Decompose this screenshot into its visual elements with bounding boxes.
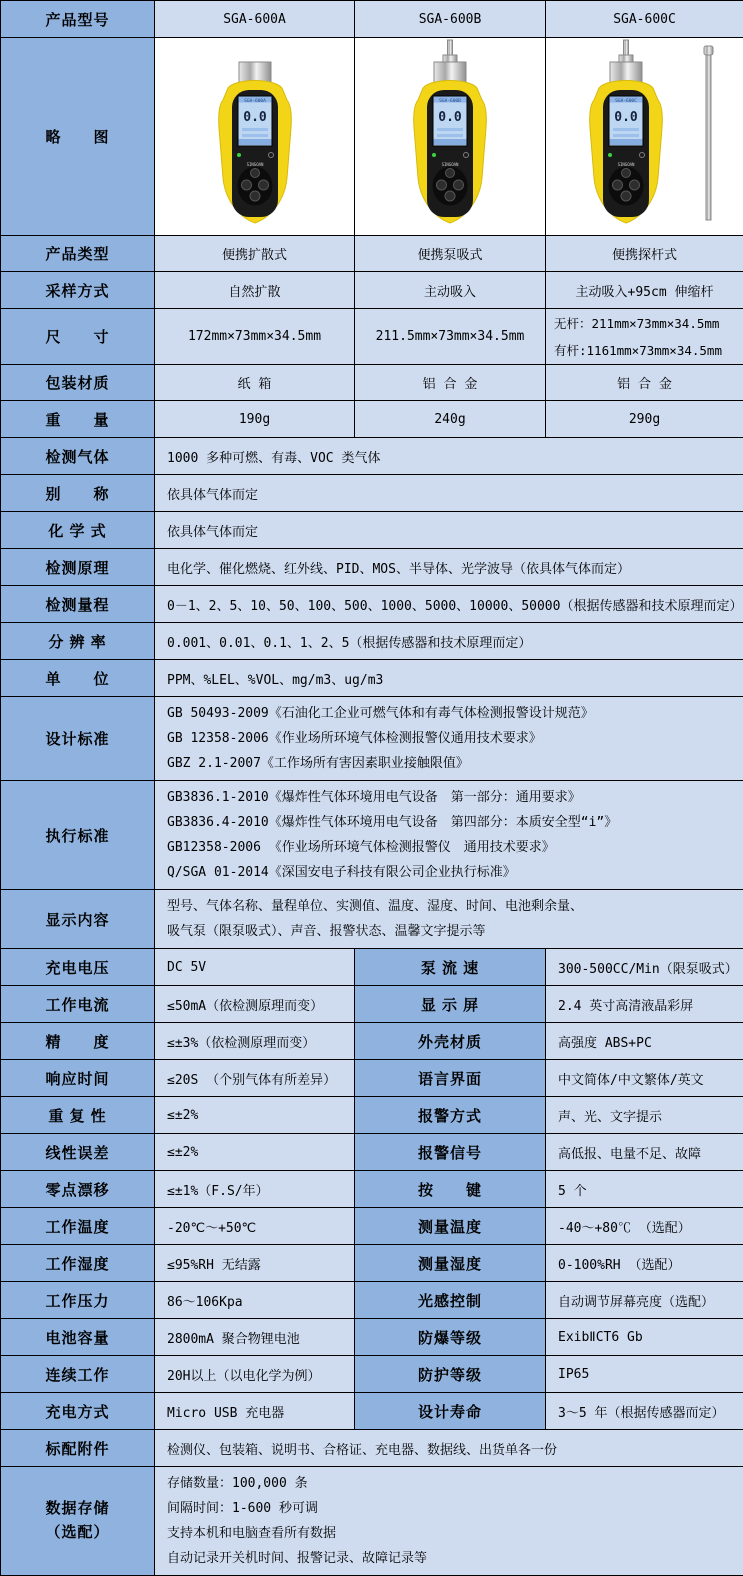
row-weight — [1, 401, 743, 438]
spec-value: 纸 箱 — [155, 365, 355, 401]
spec-value: -40～+80℃ （选配） — [546, 1208, 743, 1245]
spec-value: 211.5mm×73mm×34.5mm — [355, 309, 546, 365]
spec-label: 显示内容 — [1, 890, 155, 949]
spec-value: 高强度 ABS+PC — [546, 1023, 743, 1060]
spec-value: ≤95%RH 无结露 — [155, 1245, 355, 1282]
spec-label: 线性误差 — [1, 1134, 155, 1171]
sketch-row — [1, 38, 743, 236]
row-linearity-alarm-signal — [1, 1134, 743, 1171]
spec-value: 检测仪、包装箱、说明书、合格证、充电器、数据线、出货单各一份 — [155, 1430, 743, 1467]
spec-value — [155, 890, 743, 949]
row-label-sketch: 略 图 — [1, 38, 155, 236]
spec-value: ≤20S （个别气体有所差异） — [155, 1060, 355, 1097]
spec-label: 执行标准 — [1, 781, 155, 890]
spec-label: 工作温度 — [1, 1208, 155, 1245]
spec-value: ≤50mA（依检测原理而变） — [155, 986, 355, 1023]
spec-label: 充电方式 — [1, 1393, 155, 1430]
spec-value: Micro USB 充电器 — [155, 1393, 355, 1430]
spec-label: 报警方式 — [355, 1097, 546, 1134]
row-response-time-language — [1, 1060, 743, 1097]
spec-label — [1, 1467, 155, 1576]
row-alias — [1, 475, 743, 512]
row-data-storage — [1, 1467, 743, 1576]
spec-value: 20H以上（以电化学为例） — [155, 1356, 355, 1393]
model-name-b: SGA-600B — [355, 1, 546, 38]
spec-value: 190g — [155, 401, 355, 438]
spec-label: 包装材质 — [1, 365, 155, 401]
spec-label: 测量湿度 — [355, 1245, 546, 1282]
standard-line: GB3836.1-2010《爆炸性气体环境用电气设备 第一部分：通用要求》 — [167, 785, 739, 810]
spec-value: 主动吸入+95cm 伸缩杆 — [546, 272, 743, 309]
spec-label: 电池容量 — [1, 1319, 155, 1356]
spec-label: 检测原理 — [1, 549, 155, 586]
standard-line: GBZ 2.1-2007《工作场所有害因素职业接触限值》 — [167, 751, 739, 776]
spec-value: 中文简体/中文繁体/英文 — [546, 1060, 743, 1097]
spec-value: PPM、%LEL、%VOL、mg/m3、ug/m3 — [155, 660, 743, 697]
spec-label: 充电电压 — [1, 949, 155, 986]
spec-value: 便携探杆式 — [546, 236, 743, 272]
row-packaging — [1, 365, 743, 401]
spec-label: 零点漂移 — [1, 1171, 155, 1208]
storage-line: 自动记录开关机时间、报警记录、故障记录等 — [167, 1546, 739, 1571]
spec-label: 工作电流 — [1, 986, 155, 1023]
row-charging-voltage-pump-flow — [1, 949, 743, 986]
screen-model-text: SGA-600B — [439, 98, 461, 104]
standard-line: GB 50493-2009《石油化工企业可燃气体和有毒气体检测报警设计规范》 — [167, 701, 739, 726]
spec-label: 报警信号 — [355, 1134, 546, 1171]
dimension-line: 无杆：211mm×73mm×34.5mm — [554, 310, 743, 337]
screen-model-text: SGA-600C — [615, 98, 637, 104]
spec-value: 172mm×73mm×34.5mm — [155, 309, 355, 365]
model-name-a: SGA-600A — [155, 1, 355, 38]
spec-value: DC 5V — [155, 949, 355, 986]
spec-value: ≤±1%（F.S/年） — [155, 1171, 355, 1208]
display-line: 型号、气体名称、量程单位、实测值、温度、湿度、时间、电池剩余量、 — [167, 894, 739, 919]
row-working-temp-measure-temp — [1, 1208, 743, 1245]
product-photo-sga-600a — [157, 38, 353, 230]
spec-label: 连续工作 — [1, 1356, 155, 1393]
spec-label: 设计寿命 — [355, 1393, 546, 1430]
spec-value: 300-500CC/Min（限泵吸式） — [546, 949, 743, 986]
pump-probe-icon — [619, 40, 633, 64]
row-product-type — [1, 236, 743, 272]
label-line: 数据存储 — [1, 1497, 154, 1521]
spec-label: 设计标准 — [1, 697, 155, 781]
spec-value: 自动调节屏幕亮度（选配） — [546, 1282, 743, 1319]
spec-value: 290g — [546, 401, 743, 438]
row-pressure-light-sense — [1, 1282, 743, 1319]
spec-value: ExibⅡCT6 Gb — [546, 1319, 743, 1356]
row-display-content — [1, 890, 743, 949]
spec-value: 0-100%RH （选配） — [546, 1245, 743, 1282]
spec-value: 高低报、电量不足、故障 — [546, 1134, 743, 1171]
pump-probe-icon — [443, 40, 457, 64]
spec-label: 单 位 — [1, 660, 155, 697]
spec-label: 光感控制 — [355, 1282, 546, 1319]
spec-value: 1000 多种可燃、有毒、VOC 类气体 — [155, 438, 743, 475]
row-detection-range — [1, 586, 743, 623]
product-photo-sga-600b — [357, 38, 544, 230]
spec-label: 按 键 — [355, 1171, 546, 1208]
spec-value: 0－1、2、5、10、50、100、500、1000、5000、10000、50000（根据传感器和技术原理而定） — [155, 586, 743, 623]
spec-value: 便携扩散式 — [155, 236, 355, 272]
row-dimensions — [1, 309, 743, 365]
row-continuous-work-protection — [1, 1356, 743, 1393]
spec-value: ≤±3%（依检测原理而变） — [155, 1023, 355, 1060]
spec-value — [155, 1467, 743, 1576]
spec-value: 3～5 年（根据传感器而定） — [546, 1393, 743, 1430]
spec-value — [546, 309, 743, 365]
spec-label: 泵 流 速 — [355, 949, 546, 986]
spec-value: 0.001、0.01、0.1、1、2、5（根据传感器和技术原理而定） — [155, 623, 743, 660]
header-row — [1, 1, 743, 38]
standard-line: Q/SGA 01-2014《深国安电子科技有限公司企业执行标准》 — [167, 860, 739, 885]
storage-line: 存储数量：100,000 条 — [167, 1471, 739, 1496]
spec-label: 尺 寸 — [1, 309, 155, 365]
telescopic-rod-icon — [704, 46, 713, 220]
row-working-current-display — [1, 986, 743, 1023]
row-detected-gas — [1, 438, 743, 475]
spec-value: 铝 合 金 — [355, 365, 546, 401]
spec-value: ≤±2% — [155, 1134, 355, 1171]
spec-value: 5 个 — [546, 1171, 743, 1208]
row-battery-explosion-proof — [1, 1319, 743, 1356]
row-exec-standard — [1, 781, 743, 890]
spec-label: 重 量 — [1, 401, 155, 438]
row-design-standard — [1, 697, 743, 781]
spec-label: 显 示 屏 — [355, 986, 546, 1023]
spec-label: 标配附件 — [1, 1430, 155, 1467]
row-zero-drift-buttons — [1, 1171, 743, 1208]
product-photo-sga-600c — [548, 38, 742, 230]
spec-value: 铝 合 金 — [546, 365, 743, 401]
spec-label: 重 复 性 — [1, 1097, 155, 1134]
spec-label: 化 学 式 — [1, 512, 155, 549]
spec-value: ≤±2% — [155, 1097, 355, 1134]
spec-label: 分 辨 率 — [1, 623, 155, 660]
storage-line: 支持本机和电脑查看所有数据 — [167, 1521, 739, 1546]
spec-value — [155, 781, 743, 890]
product-image-cell-a — [155, 38, 355, 236]
brand-text: SINGOAN — [441, 162, 458, 167]
brand-text: SINGOAN — [246, 162, 263, 167]
spec-value — [155, 697, 743, 781]
screen-model-text: SGA-600A — [244, 98, 266, 104]
label-line: （选配） — [1, 1521, 154, 1545]
row-accuracy-shell — [1, 1023, 743, 1060]
spec-label: 别 称 — [1, 475, 155, 512]
spec-value: 240g — [355, 401, 546, 438]
standard-line: GB 12358-2006《作业场所环境气体检测报警仪通用技术要求》 — [167, 726, 739, 751]
spec-value: -20℃～+50℃ — [155, 1208, 355, 1245]
spec-value: 电化学、催化燃烧、红外线、PID、MOS、半导体、光学波导（依具体气体而定） — [155, 549, 743, 586]
dimension-line: 有杆:1161mm×73mm×34.5mm — [554, 337, 743, 364]
spec-label: 响应时间 — [1, 1060, 155, 1097]
spec-label: 精 度 — [1, 1023, 155, 1060]
spec-label: 工作湿度 — [1, 1245, 155, 1282]
spec-label: 检测气体 — [1, 438, 155, 475]
model-name-c: SGA-600C — [546, 1, 743, 38]
row-unit — [1, 660, 743, 697]
spec-label: 外壳材质 — [355, 1023, 546, 1060]
spec-value: IP65 — [546, 1356, 743, 1393]
spec-value: 声、光、文字提示 — [546, 1097, 743, 1134]
spec-label: 测量温度 — [355, 1208, 546, 1245]
spec-value: 便携泵吸式 — [355, 236, 546, 272]
row-accessories — [1, 1430, 743, 1467]
row-detection-principle — [1, 549, 743, 586]
row-working-humidity-measure-humidity — [1, 1245, 743, 1282]
storage-line: 间隔时间：1-600 秒可调 — [167, 1496, 739, 1521]
spec-label: 工作压力 — [1, 1282, 155, 1319]
spec-label: 语言界面 — [355, 1060, 546, 1097]
spec-label: 采样方式 — [1, 272, 155, 309]
spec-label: 产品类型 — [1, 236, 155, 272]
product-image-cell-b — [355, 38, 546, 236]
spec-value: 2800mA 聚合物锂电池 — [155, 1319, 355, 1356]
screen-reading: 0.0 — [438, 110, 462, 125]
spec-value: 86～106Kpa — [155, 1282, 355, 1319]
spec-value: 主动吸入 — [355, 272, 546, 309]
spec-value: 依具体气体而定 — [155, 475, 743, 512]
standard-line: GB12358-2006 《作业场所环境气体检测报警仪 通用技术要求》 — [167, 835, 739, 860]
row-repeatability-alarm-mode — [1, 1097, 743, 1134]
spec-value: 自然扩散 — [155, 272, 355, 309]
spec-value: 2.4 英寸高清液晶彩屏 — [546, 986, 743, 1023]
spec-label: 检测量程 — [1, 586, 155, 623]
row-label-model: 产品型号 — [1, 1, 155, 38]
spec-value: 依具体气体而定 — [155, 512, 743, 549]
row-chemical-formula — [1, 512, 743, 549]
screen-reading: 0.0 — [614, 110, 638, 125]
row-charging-method-design-life — [1, 1393, 743, 1430]
brand-text: SINGOAN — [617, 162, 634, 167]
product-image-cell-c — [546, 38, 743, 236]
spec-label: 防爆等级 — [355, 1319, 546, 1356]
standard-line: GB3836.4-2010《爆炸性气体环境用电气设备 第四部分：本质安全型“i”》 — [167, 810, 739, 835]
screen-reading: 0.0 — [243, 110, 267, 125]
display-line: 吸气泵（限泵吸式）、声音、报警状态、温馨文字提示等 — [167, 919, 739, 944]
row-sampling-method — [1, 272, 743, 309]
row-resolution — [1, 623, 743, 660]
spec-label: 防护等级 — [355, 1356, 546, 1393]
